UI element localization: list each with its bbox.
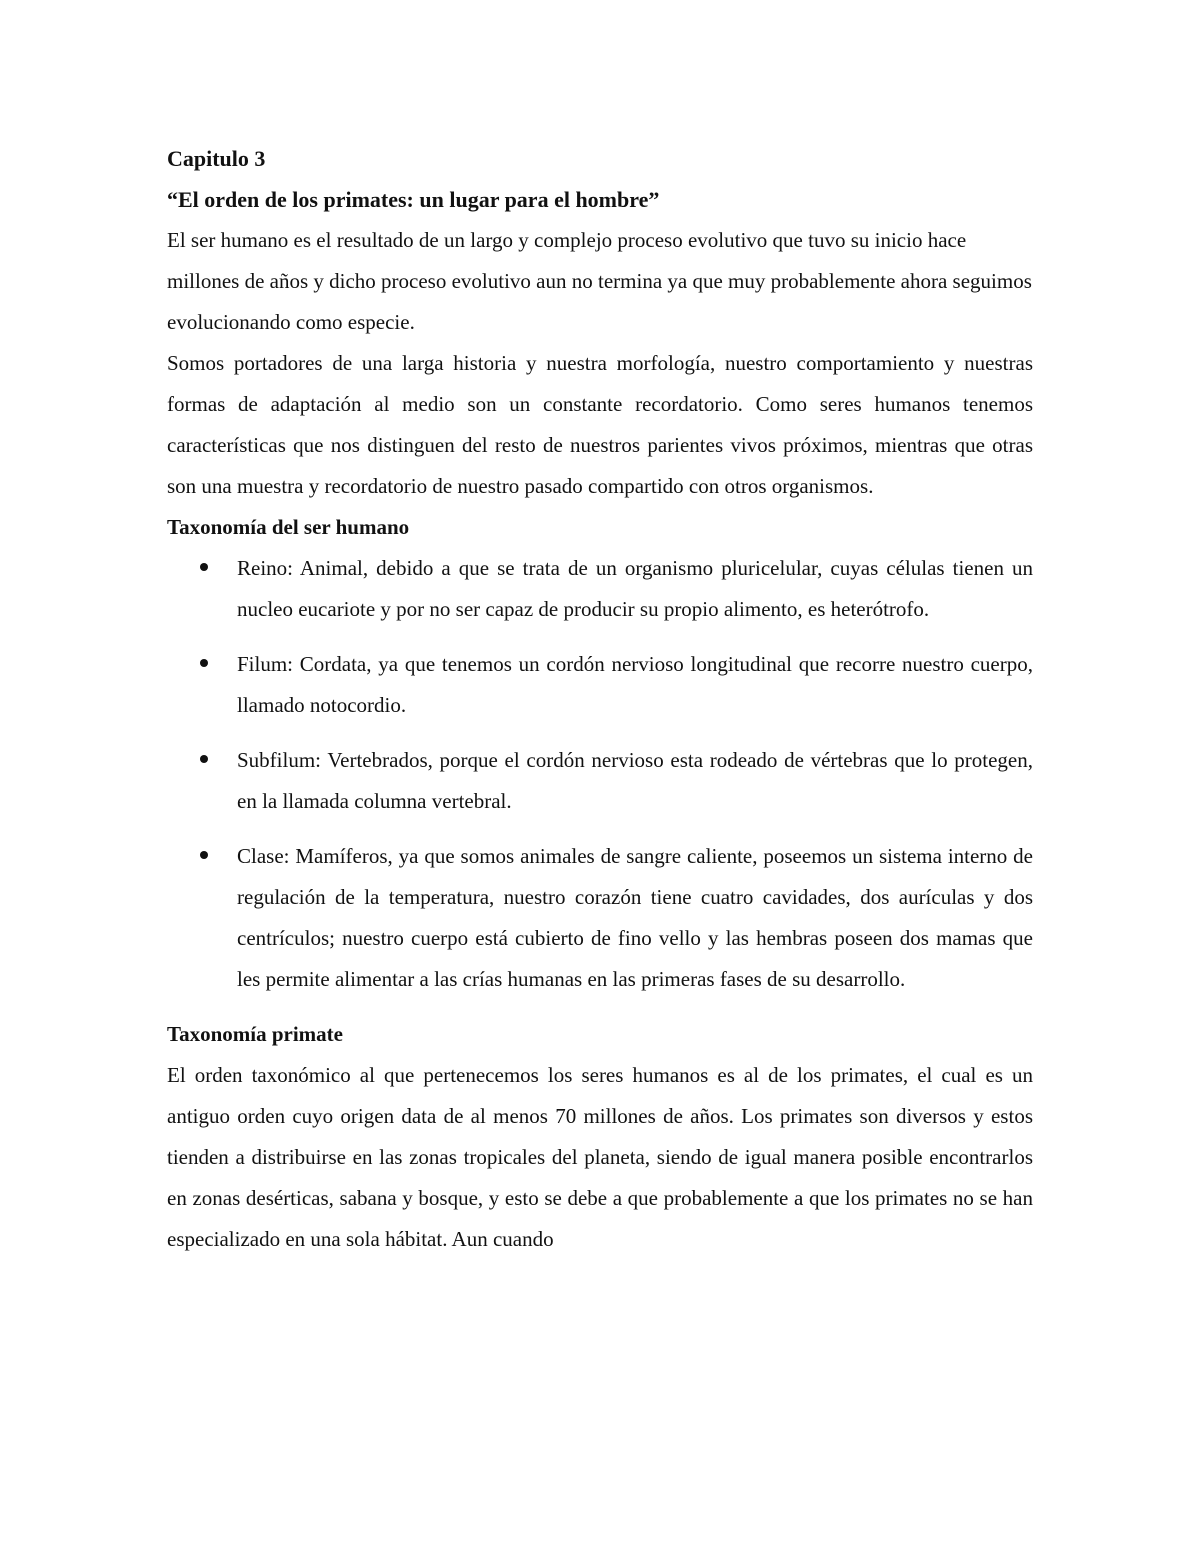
list-item-text: Clase: Mamíferos, ya que somos animales de sangre caliente, poseemos un sistema interno de regulación de la temperatura, nuestro corazón tiene cuatro cavidades, dos aurículas y dos centrículos; nuestro cuerpo está cubierto de fino vello y las hembras poseen dos mamas que les permite alimentar a las crías humanas en las primeras fases de su desarrollo. bbox=[237, 844, 1033, 991]
section-heading-taxonomia-primate: Taxonomía primate bbox=[167, 1022, 343, 1046]
chapter-heading: Capitulo 3 bbox=[167, 146, 266, 171]
list-item bbox=[167, 644, 1033, 726]
document-body bbox=[167, 138, 1033, 1260]
list-item bbox=[167, 740, 1033, 822]
intro-paragraph-2: Somos portadores de una larga historia y nuestra morfología, nuestro comportamiento y nuestras formas de adaptación al medio son un constante recordatorio. Como seres humanos tenemos características que nos distinguen del resto de nuestros parientes vivos próximos, mientras que otras son una muestra y recordatorio de nuestro pasado compartido con otros organismos. bbox=[167, 351, 1033, 498]
list-item bbox=[167, 836, 1033, 1000]
intro-paragraph-1: El ser humano es el resultado de un largo y complejo proceso evolutivo que tuvo su inicio hace millones de años y dicho proceso evolutivo aun no termina ya que muy probablemente ahora seguimos evolucionando como especie. bbox=[167, 228, 1032, 334]
list-item-text: Reino: Animal, debido a que se trata de un organismo pluricelular, cuyas células tienen un nucleo eucariote y por no ser capaz de producir su propio alimento, es heterótrofo. bbox=[237, 556, 1033, 621]
bullet-icon bbox=[200, 563, 208, 571]
list-item-text: Filum: Cordata, ya que tenemos un cordón nervioso longitudinal que recorre nuestro cuerpo, llamado notocordio. bbox=[237, 652, 1033, 717]
bullet-icon bbox=[200, 659, 208, 667]
list-item bbox=[167, 548, 1033, 630]
list-item-text: Subfilum: Vertebrados, porque el cordón nervioso esta rodeado de vértebras que lo protegen, en la llamada columna vertebral. bbox=[237, 748, 1033, 813]
bullet-icon bbox=[200, 755, 208, 763]
bullet-icon bbox=[200, 851, 208, 859]
taxonomy-list bbox=[167, 548, 1033, 1000]
section-heading-taxonomia-ser-humano: Taxonomía del ser humano bbox=[167, 515, 410, 539]
primate-paragraph: El orden taxonómico al que pertenecemos los seres humanos es al de los primates, el cual es un antiguo orden cuyo origen data de al menos 70 millones de años. Los primates son diversos y estos tienden a distribuirse en las zonas tropicales del planeta, siendo de igual manera posible encontrarlos en zonas desérticas, sabana y bosque, y esto se debe a que probablemente a que los primates no se han especializado en una sola hábitat. Aun cuando bbox=[167, 1063, 1033, 1251]
chapter-title: “El orden de los primates: un lugar para el hombre” bbox=[167, 187, 660, 212]
